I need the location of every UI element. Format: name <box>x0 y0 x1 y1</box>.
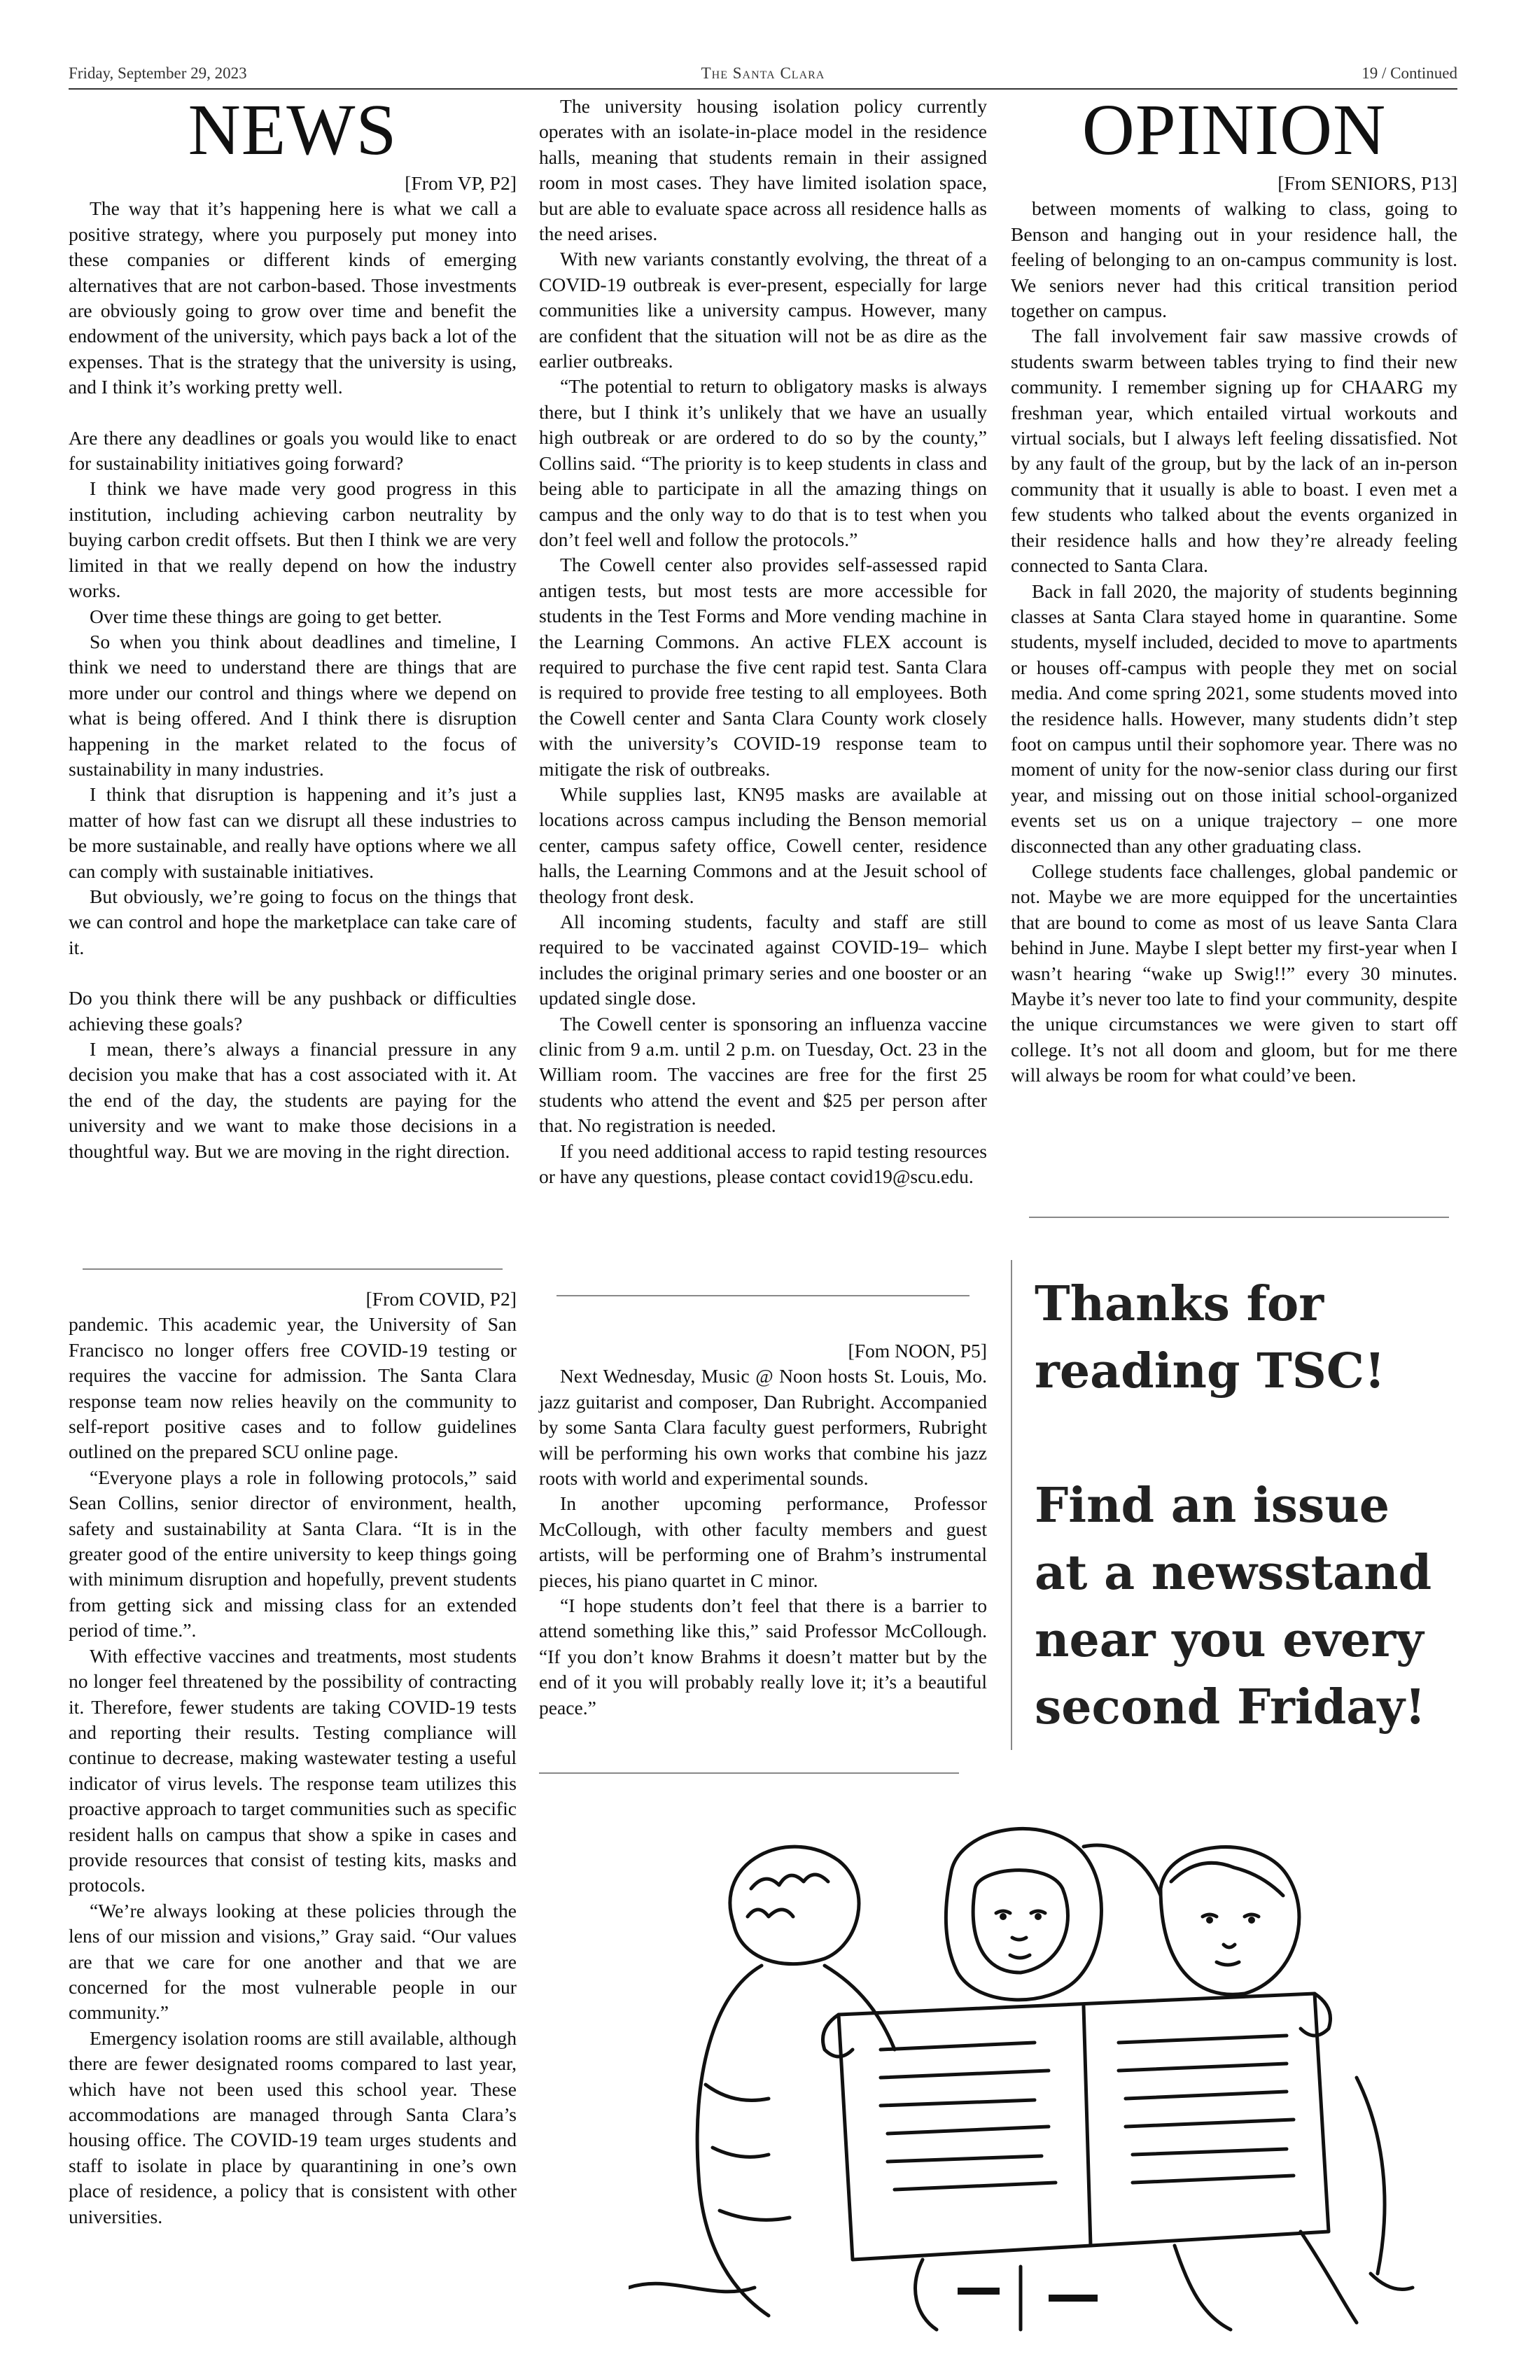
noon-paragraph: In another upcoming performance, Professor McCollough, with other faculty members and guest artists, will be performing one of Brahm’s instrumental pieces, his piano quartet in C minor. <box>539 1492 987 1591</box>
vp-paragraph: The way that it’s happening here is what we call a positive strategy, where you purposely put money into these companies or different kinds of emerging alternatives that are not carbon-based. Those investments are obviously going to grow over time and benefit the endowment of the university, which pays back a lot of the expenses. That is the strategy that the university is using, and I think it’s working pretty well. <box>69 197 517 398</box>
middle-paragraph: While supplies last, KN95 masks are available at locations across campus including the Benson memorial center, campus safety office, Cowell center, residence halls, the Learning Commons and at the Jesuit school of theology front desk. <box>539 783 987 907</box>
vp-paragraph: I think that disruption is happening and it’s just a matter of how fast can we disrupt all these industries to be more sustainable, and really have options where we all can comply with sustainable initiatives. <box>69 783 517 882</box>
covid-paragraph: With effective vaccines and treatments, most students no longer feel threatened by the possibility of contracting it. Therefore, fewer students are taking COVID-19 tests and reporting their results. Testing compliance will continue to decrease, making wastewater testing a useful indicator of virus levels. The response team utilizes this proactive approach to target communities such as specific resident halls on campus that show a spike in cases and provide resources that consist of testing kits, masks and protocols. <box>69 1644 517 1896</box>
noon-jump-line: [Fom NOON, P5] <box>848 1340 987 1362</box>
page-number: 19 / Continued <box>1362 64 1457 82</box>
promo-thanks: Thanks for reading TSC! <box>1035 1276 1385 1399</box>
opinion-jump-line: [From SENIORS, P13] <box>1278 172 1457 194</box>
middle-paragraph: The university housing isolation policy currently operates with an isolate-in-place model in the residence halls, meaning that students remain in their assigned room in most cases. They have limited isolation space, but are able to evaluate space across all residence halls as the need arises. <box>539 95 987 245</box>
opinion-paragraph: Back in fall 2020, the majority of students beginning classes at Santa Clara stayed home in quarantine. Some students, myself included, decided to move to apartments or houses off-campus with people they met on social media. And come spring 2021, some students moved into the residence halls. However, many students didn’t step foot on campus until their sophomore year. There was no moment of unity for the now-senior class during our first year, and missing out on those initial school-organized events set us on a unique trajectory – one more disconnected than any other graduating class. <box>1011 580 1457 857</box>
promo-box <box>1035 1270 1455 1741</box>
divider <box>539 1772 959 1774</box>
promo-rule <box>1011 1260 1012 1750</box>
news-covid-column <box>69 1287 517 2230</box>
middle-covid-column <box>539 94 987 1189</box>
middle-child-bonnet <box>946 1828 1101 1999</box>
middle-paragraph: All incoming students, faculty and staff are still required to be vaccinated against COVID-19– which includes the original primary series and one booster or an updated single dose. <box>539 911 987 1009</box>
news-section-title: NEWS <box>188 90 398 170</box>
middle-paragraph: The Cowell center is sponsoring an influenza vaccine clinic from 9 a.m. until 2 p.m. on Tuesday, Oct. 23 in the William room. The vaccines are free for the first 25 students who attend the event and $25 per person after that. No registration is needed. <box>539 1012 987 1137</box>
middle-paragraph: The Cowell center also provides self-assessed rapid antigen tests, but most tests are more accessible for students in the Test Forms and More vending machine in the Learning Commons. An active FLEX account is required to purchase the five cent rapid test. Santa Clara is required to provide free testing to all employees. Both the Cowell center and Santa Clara County work closely with the university’s COVID-19 response team to mitigate the risk of outbreaks. <box>539 554 987 780</box>
divider <box>556 1295 969 1296</box>
opinion-paragraph: College students face challenges, global pandemic or not. Maybe we are more equipped for the uncertainties that are bound to come as most of us leave Santa Clara behind in June. Maybe I slept better my first-year when I wasn’t hearing “wake up Swig!!” every 30 minutes. Maybe it’s never too late to find your community, despite the unique circumstances we were given to start off college. It’s not all doom and gloom, but for me there will always be room for what could’ve been. <box>1011 860 1457 1086</box>
promo-newsstand: Find an issue at a newsstand near you every second Friday! <box>1035 1478 1432 1735</box>
right-child-head <box>1161 1847 1299 1995</box>
noon-paragraph: “I hope students don’t feel that there is a barrier to attend something like this,” said Professor McCollough. “If you don’t know Brahms it doesn’t matter but by the end of it you will probably really love it; it’s a beautiful peace.” <box>539 1595 987 1718</box>
opinion-section-title: OPINION <box>1082 90 1387 170</box>
vp-paragraph: I think we have made very good progress in this institution, including achieving carbon neutrality by buying carbon credit offsets. But then I think we are very limited in that we really depend on how the industry works. <box>69 477 517 602</box>
noon-paragraph: Next Wednesday, Music @ Noon hosts St. Louis, Mo. jazz guitarist and composer, Dan Rubright. Accompanied by some Santa Clara faculty guest performers, Rubright will be performing his own works that combine his jazz roots with world and experimental sounds. <box>539 1365 987 1490</box>
news-vp-column <box>69 90 517 1164</box>
covid-paragraph: Emergency isolation rooms are still available, although there are fewer designated rooms compared to last year, which have not been used this school year. These accommodations are managed through Santa Clara’s housing office. The COVID-19 team urges students and staff to isolate in place by quarantining in one’s own place of residence, a policy that is consistent with other universities. <box>69 2026 517 2227</box>
paper-name: The Santa Clara <box>701 64 825 82</box>
opinion-paragraph: The fall involvement fair saw massive crowds of students swarm between tables trying to find their new community. I remember signing up for CHAARG my freshman year, which entailed virtual workouts and virtual socials, but I always left feeling dissatisfied. Not by any fault of the group, but by the lack of an in-person community that it usually is able to boast. I even met a few students who talked about the events organized in their residence halls and how they’re already feeling connected to Santa Clara. <box>1011 325 1457 577</box>
vp-question: Are there any deadlines or goals you would like to enact for sustainability initiatives going forward? <box>69 426 517 475</box>
vp-jump-line: [From VP, P2] <box>405 172 517 194</box>
vp-paragraph: But obviously, we’re going to focus on the things that we can control and hope the marketplace can take care of it. <box>69 885 517 958</box>
divider <box>1029 1217 1449 1218</box>
middle-paragraph: If you need additional access to rapid testing resources or have any questions, please contact covid19@scu.edu. <box>539 1140 987 1188</box>
vp-paragraph: Over time these things are going to get better. <box>90 605 442 627</box>
children-reading-illustration <box>629 1784 1463 2337</box>
left-child-head <box>730 1847 859 1963</box>
vp-question: Do you think there will be any pushback or difficulties achieving these goals? <box>69 987 517 1035</box>
divider <box>83 1268 503 1270</box>
page-header <box>69 64 1457 90</box>
opinion-column <box>1011 90 1457 1088</box>
covid-paragraph: “Everyone plays a role in following protocols,” said Sean Collins, senior director of environment, health, safety and sustainability at Santa Clara. “It is in the greater good of the entire university to keep things going with minimum disruption and hopefully, prevent students from getting sick and missing class for an extended period of time.”. <box>69 1466 517 1642</box>
covid-paragraph: pandemic. This academic year, the University of San Francisco no longer offers free COVID-19 testing or requires the vaccine for admission. The Santa Clara response team now relies heavily on the community to self-report positive cases and to follow guidelines outlined on the prepared SCU online page. <box>69 1313 517 1463</box>
noon-column <box>539 1338 987 1721</box>
middle-paragraph: “The potential to return to obligatory masks is always there, but I think it’s unlikely that we have an usually high outbreak or are ordered to do so by the county,” Collins said. “The priority is to keep students in class and being able to participate in all the amazing things on campus and the only way to do that is to test when you don’t feel well and follow the protocols.” <box>539 375 987 550</box>
vp-paragraph: I mean, there’s always a financial pressure in any decision you make that has a cost associated with it. At the end of the day, the students are paying for the university and we want to make those decisions in a thoughtful way. But we are moving in the right direction. <box>69 1038 517 1162</box>
middle-paragraph: With new variants constantly evolving, the threat of a COVID-19 outbreak is ever-present, especially for large communities like a university campus. However, many are confident that the situation will not be as dire as the earlier outbreaks. <box>539 248 987 372</box>
covid-jump-line: [From COVID, P2] <box>365 1288 517 1310</box>
opinion-paragraph: between moments of walking to class, going to Benson and hanging out in your residence hall, the feeling of belonging to an on-campus community is lost. We seniors never had this critical transition period together on campus. <box>1011 197 1457 322</box>
vp-paragraph: So when you think about deadlines and timeline, I think we need to understand there are things that are more under our control and things where we depend on what is being offered. And I think there is disruption happening in the market related to the focus of sustainability in many industries. <box>69 630 517 780</box>
covid-paragraph: “We’re always looking at these policies through the lens of our mission and visions,” Gray said. “Our values are that we care for one another and that we are concerned for the most vulnerable people in our community.” <box>69 1899 517 2024</box>
issue-date: Friday, September 29, 2023 <box>69 64 247 82</box>
